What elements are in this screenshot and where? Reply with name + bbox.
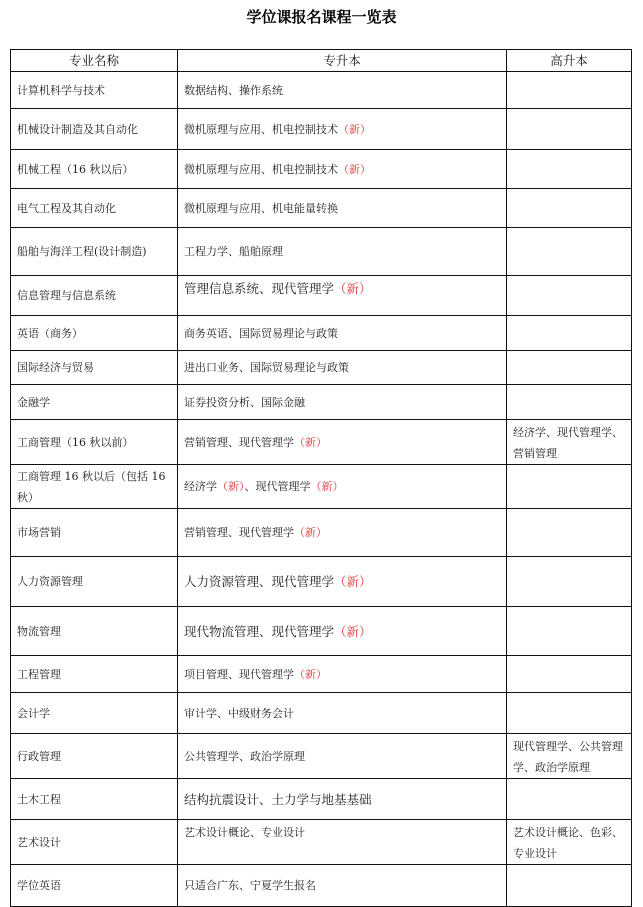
new-badge: （新）	[217, 480, 245, 493]
course-text: 现代物流管理、现代管理学	[184, 623, 335, 639]
course-text: 营销管理、现代管理学	[184, 435, 294, 449]
table-row	[11, 109, 632, 150]
gsb-courses-cell	[507, 656, 632, 693]
new-badge: （新）	[338, 162, 371, 176]
zsb-courses-cell	[178, 150, 507, 189]
zsb-courses-cell	[178, 316, 507, 351]
zsb-courses-cell	[178, 465, 507, 509]
zsb-courses-cell	[178, 276, 507, 316]
table-row	[11, 72, 632, 109]
zsb-courses-cell	[178, 72, 507, 109]
table-row	[11, 557, 632, 607]
gsb-courses-cell	[507, 189, 632, 228]
zsb-courses-cell	[178, 189, 507, 228]
major-name-cell: 信息管理与信息系统	[11, 276, 178, 316]
gsb-courses-cell	[507, 351, 632, 385]
major-name-cell: 行政管理	[11, 734, 178, 779]
major-name-cell: 船舶与海洋工程(设计制造)	[11, 228, 178, 276]
new-badge: （新）	[334, 574, 372, 589]
zsb-courses-cell	[178, 820, 507, 865]
course-text: 微机原理与应用、机电控制技术	[184, 162, 338, 176]
major-name-cell: 人力资源管理	[11, 557, 178, 607]
gsb-courses-cell	[507, 557, 632, 607]
zsb-courses-cell	[178, 865, 507, 907]
course-text: 经济学	[184, 480, 217, 493]
major-name-cell: 物流管理	[11, 607, 178, 656]
new-badge: （新）	[334, 281, 372, 296]
zsb-courses-cell	[178, 351, 507, 385]
gsb-courses-cell	[507, 509, 632, 557]
zsb-courses-cell	[178, 734, 507, 779]
gsb-courses-cell	[507, 779, 632, 820]
major-name-cell: 英语（商务）	[11, 316, 178, 351]
course-text: 人力资源管理、现代管理学	[184, 574, 335, 589]
zsb-courses-cell	[178, 656, 507, 693]
table-row	[11, 420, 632, 465]
course-table	[10, 49, 632, 907]
zsb-courses-cell	[178, 385, 507, 420]
table-row	[11, 276, 632, 316]
course-text: 商务英语、国际贸易理论与政策	[184, 326, 338, 340]
table-row	[11, 607, 632, 656]
course-text: 微机原理与应用、机电控制技术	[184, 122, 338, 136]
course-text: 数据结构、操作系统	[184, 83, 283, 97]
table-row	[11, 693, 632, 734]
course-text: 证券投资分析、国际金融	[184, 395, 305, 409]
course-text: 、现代管理学	[244, 480, 311, 493]
course-text: 只适合广东、宁夏学生报名	[184, 879, 316, 892]
table-row	[11, 465, 632, 509]
zsb-courses-cell	[178, 509, 507, 557]
course-text: 进出口业务、国际贸易理论与政策	[184, 361, 349, 374]
zsb-courses-cell	[178, 779, 507, 820]
new-badge: （新）	[334, 623, 372, 639]
course-text: 微机原理与应用、机电能量转换	[184, 201, 338, 215]
major-name-cell: 会计学	[11, 693, 178, 734]
table-body	[11, 72, 632, 907]
course-text: 工程力学、船舶原理	[184, 245, 283, 258]
gsb-courses-cell	[507, 465, 632, 509]
major-name-cell: 土木工程	[11, 779, 178, 820]
gsb-courses-cell	[507, 276, 632, 316]
major-name-cell: 机械工程（16 秋以后）	[11, 150, 178, 189]
gsb-courses-cell: 经济学、现代管理学、营销管理	[507, 420, 632, 465]
page-title: 学位课报名课程一览表	[246, 8, 397, 26]
gsb-courses-cell	[507, 385, 632, 420]
major-name-cell: 艺术设计	[11, 820, 178, 865]
major-name-cell: 工商管理 16 秋以后（包括 16 秋）	[11, 465, 178, 509]
zsb-courses-cell	[178, 420, 507, 465]
gsb-courses-cell	[507, 607, 632, 656]
course-text: 项目管理、现代管理学	[184, 667, 294, 681]
zsb-courses-cell	[178, 228, 507, 276]
course-text: 公共管理学、政治学原理	[184, 749, 305, 763]
new-badge: （新）	[310, 480, 344, 493]
new-badge: （新）	[294, 526, 327, 539]
table-row	[11, 316, 632, 351]
zsb-courses-cell	[178, 109, 507, 150]
table-row	[11, 385, 632, 420]
table-row	[11, 150, 632, 189]
course-text: 审计学、中级财务会计	[184, 706, 294, 720]
header-major: 专业名称	[11, 50, 178, 72]
major-name-cell: 机械设计制造及其自动化	[11, 109, 178, 150]
table-row	[11, 734, 632, 779]
major-name-cell: 国际经济与贸易	[11, 351, 178, 385]
new-badge: （新）	[338, 122, 371, 136]
major-name-cell: 金融学	[11, 385, 178, 420]
gsb-courses-cell	[507, 150, 632, 189]
gsb-courses-cell	[507, 865, 632, 907]
major-name-cell: 学位英语	[11, 865, 178, 907]
table-row	[11, 820, 632, 865]
zsb-courses-cell	[178, 557, 507, 607]
major-name-cell: 工程管理	[11, 656, 178, 693]
major-name-cell: 电气工程及其自动化	[11, 189, 178, 228]
course-text: 管理信息系统、现代管理学	[184, 281, 335, 296]
course-text: 结构抗震设计、土力学与地基基础	[184, 791, 372, 807]
gsb-courses-cell	[507, 316, 632, 351]
table-row	[11, 779, 632, 820]
table-row	[11, 865, 632, 907]
gsb-courses-cell	[507, 72, 632, 109]
table-row	[11, 189, 632, 228]
table-row	[11, 509, 632, 557]
table-header-row	[11, 50, 632, 72]
header-gsb: 高升本	[507, 50, 632, 72]
zsb-courses-cell	[178, 693, 507, 734]
major-name-cell: 工商管理（16 秋以前）	[11, 420, 178, 465]
gsb-courses-cell	[507, 693, 632, 734]
header-zsb: 专升本	[178, 50, 507, 72]
course-text: 艺术设计概论、专业设计	[184, 826, 305, 839]
table-row	[11, 656, 632, 693]
gsb-courses-cell	[507, 109, 632, 150]
new-badge: （新）	[294, 667, 327, 681]
table-row	[11, 228, 632, 276]
major-name-cell: 计算机科学与技术	[11, 72, 178, 109]
gsb-courses-cell: 现代管理学、公共管理学、政治学原理	[507, 734, 632, 779]
major-name-cell: 市场营销	[11, 509, 178, 557]
gsb-courses-cell: 艺术设计概论、色彩、专业设计	[507, 820, 632, 865]
gsb-courses-cell	[507, 228, 632, 276]
new-badge: （新）	[294, 435, 327, 449]
course-text: 营销管理、现代管理学	[184, 526, 294, 539]
table-row	[11, 351, 632, 385]
zsb-courses-cell	[178, 607, 507, 656]
